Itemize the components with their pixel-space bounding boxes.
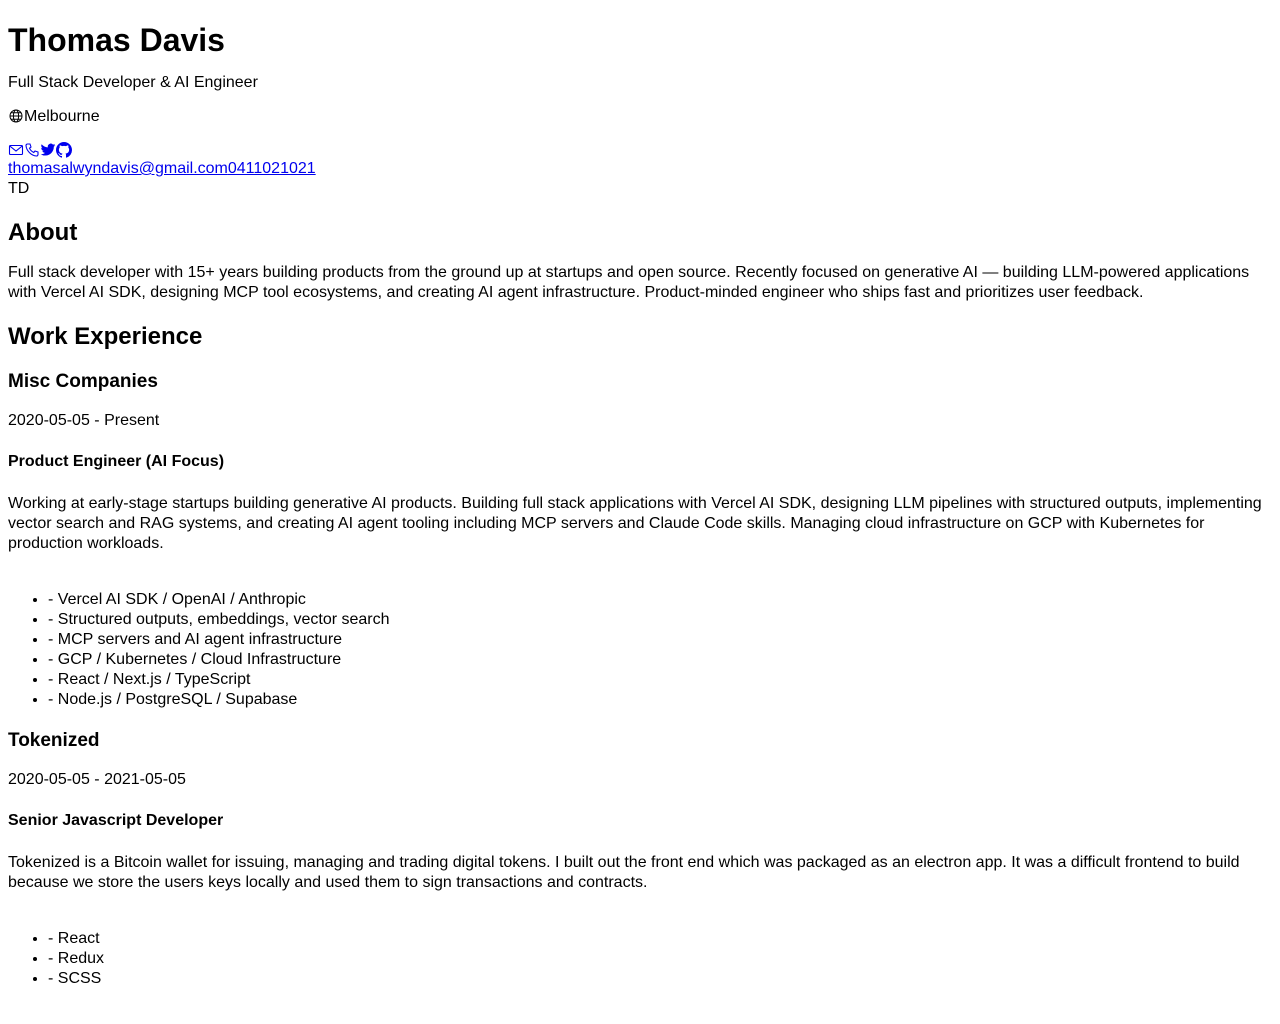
github-icon[interactable] <box>56 142 72 158</box>
list-item: • - Node.js / PostgreSQL / Supabase <box>48 690 1272 710</box>
job-description: Working at early-stage startups building generative AI products. Building full stack applications with Vercel AI SDK, designing LLM pipelines with structured outputs, implementing vector search and RAG systems, and creating AI agent tooling including MCP servers and Claude Code skills. Managing cloud infrastructure on GCP with Kubernetes for production workloads. <box>8 495 1262 552</box>
job-dates: 2020-05-05 - 2021-05-05 <box>8 771 186 788</box>
job-highlights <box>8 590 1272 710</box>
avatar-initials: TD <box>8 180 30 197</box>
about-heading: About <box>8 219 78 246</box>
twitter-icon[interactable] <box>40 142 56 158</box>
about-text: Full stack developer with 15+ years building products from the ground up at startups and open source. Recently focused on generative AI — building LLM-powered applications with Vercel AI SDK, designing MCP tool ecosystems, and creating AI agent infrastructure. Product-minded engineer who ships fast and prioritizes user feedback. <box>8 264 1250 301</box>
list-item: • - Vercel AI SDK / OpenAI / Anthropic <box>48 590 1272 610</box>
job-position: Senior Javascript Developer <box>8 812 224 829</box>
contact-icons <box>8 141 1272 159</box>
list-item: • - Structured outputs, embeddings, vector search <box>48 610 1272 630</box>
globe-icon <box>8 109 24 125</box>
job-dates: 2020-05-05 - Present <box>8 412 160 429</box>
company-name: Tokenized <box>8 730 100 751</box>
mail-icon[interactable] <box>8 142 24 158</box>
work-heading: Work Experience <box>8 323 203 350</box>
job-position: Product Engineer (AI Focus) <box>8 453 225 470</box>
job-entry <box>8 370 1272 710</box>
contact-links <box>8 159 1272 179</box>
list-item: • - Redux <box>48 949 1272 969</box>
email-link[interactable]: thomasalwyndavis@gmail.com <box>8 160 228 177</box>
list-item: • - React / Next.js / TypeScript <box>48 670 1272 690</box>
location <box>8 107 1272 127</box>
resume-page <box>0 21 1280 989</box>
list-item: • - React <box>48 929 1272 949</box>
job-description: Tokenized is a Bitcoin wallet for issuing, managing and trading digital tokens. I built out the front end which was packaged as an electron app. It was a difficult frontend to build because we store the users keys locally and used them to sign transactions and contracts. <box>8 854 1240 891</box>
phone-link[interactable]: 0411021021 <box>227 160 316 177</box>
phone-icon[interactable] <box>24 142 40 158</box>
list-item: • - SCSS <box>48 969 1272 989</box>
job-entry <box>8 729 1272 989</box>
list-item: • - GCP / Kubernetes / Cloud Infrastructure <box>48 650 1272 670</box>
person-name: Thomas Davis <box>8 22 225 58</box>
location-text: Melbourne <box>24 108 100 125</box>
job-highlights <box>8 929 1272 989</box>
list-item: • - MCP servers and AI agent infrastructure <box>48 630 1272 650</box>
company-name: Misc Companies <box>8 371 158 392</box>
job-title: Full Stack Developer & AI Engineer <box>8 74 258 91</box>
